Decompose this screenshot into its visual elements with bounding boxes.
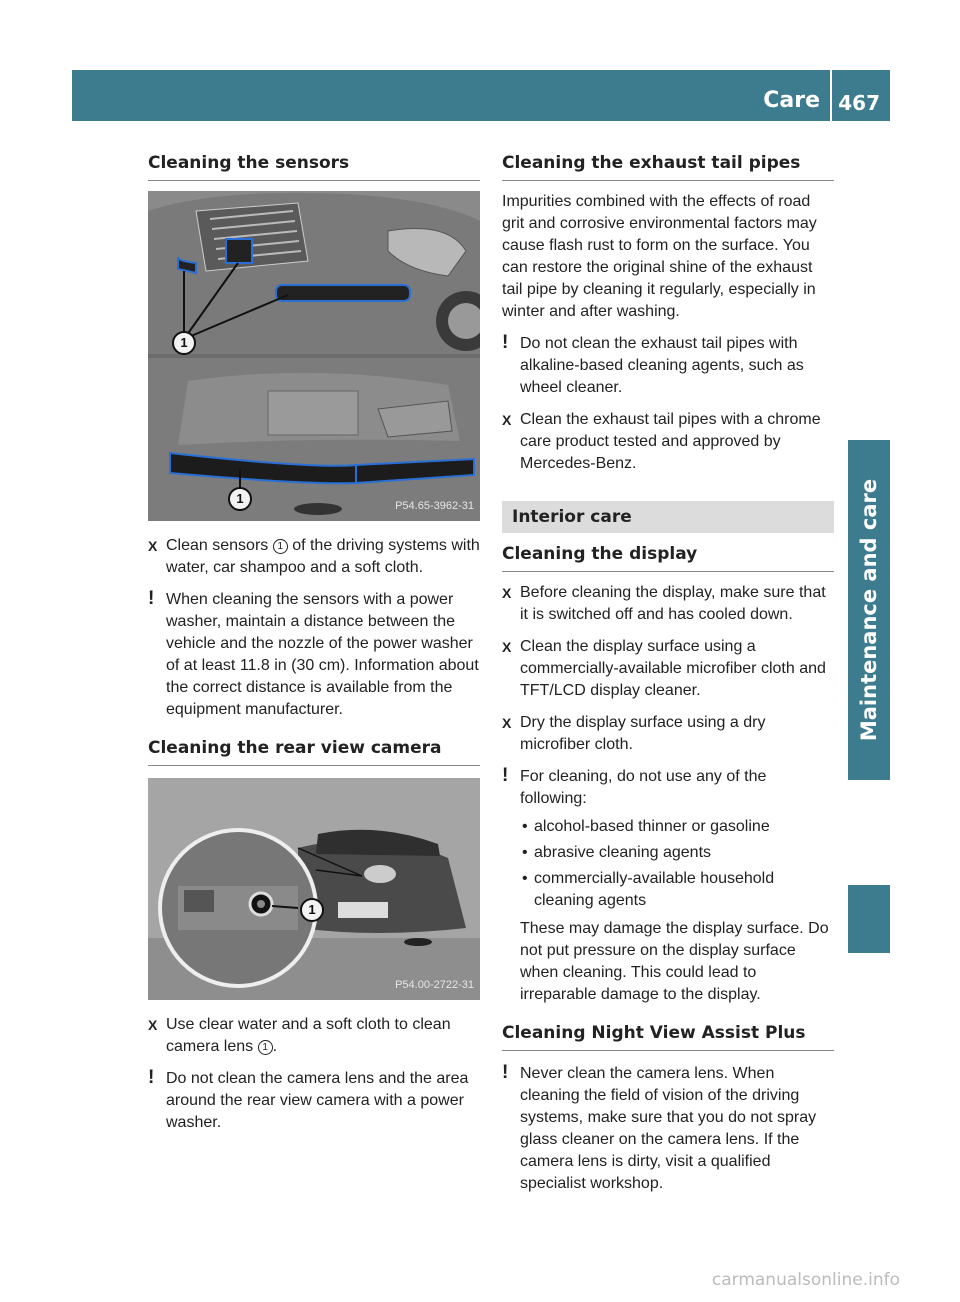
warning-icon: ! (148, 1067, 155, 1088)
step-clean-camera (148, 1014, 480, 1058)
callout-1-front: 1 (172, 331, 196, 355)
side-marker (848, 885, 890, 953)
step-exhaust: X Clean the exhaust tail pipes with a chrome care product tested and approved by Mercedes-Benz. (502, 409, 834, 475)
step-display-3: X Dry the display surface using a dry microfiber cloth. (502, 712, 834, 756)
note-power-washer-camera (148, 1068, 480, 1134)
left-column (148, 150, 480, 1144)
header-bar (72, 70, 890, 121)
list-item: • abrasive cleaning agents (520, 842, 834, 864)
inline-callout-1: 1 (258, 1040, 273, 1055)
figure-label-sensors: P54.65-3962-31 (395, 500, 474, 512)
note-exhaust (502, 333, 834, 399)
chapter-title: Care (763, 88, 820, 113)
step-text-pre: Clean sensors (166, 537, 269, 554)
callout-1-rear: 1 (228, 487, 252, 511)
heading-display: Cleaning the display (502, 541, 834, 572)
camera-illustration (148, 778, 480, 1000)
heading-cleaning-sensors: Cleaning the sensors (148, 150, 480, 181)
exhaust-intro: Impurities combined with the effects of road grit and corrosive environmental factors may cause flash rust to form on the surface. You can restore the original shine of the exhaust tail pipe by cleaning it regularly, especially in winter and after washing. (502, 193, 817, 320)
warning-icon: ! (502, 332, 509, 353)
inline-callout-1: 1 (273, 539, 288, 554)
step-text-post: . (272, 1038, 278, 1055)
note-text: Do not clean the camera lens and the area around the rear view camera with a power washer. (166, 1070, 469, 1131)
warning-icon: ! (148, 588, 155, 609)
warning-icon: ! (502, 1062, 509, 1083)
section-interior-care: Interior care (502, 501, 834, 533)
watermark: carmanualsonline.info (711, 1270, 900, 1290)
step-display-2: X Clean the display surface using a commercially-available microfiber cloth and TFT/LCD display cleaner. (502, 636, 834, 702)
warning-icon: ! (502, 765, 509, 786)
figure-label-camera: P54.00-2722-31 (395, 979, 474, 991)
side-tab (848, 440, 890, 780)
side-tab-label: Maintenance and care (857, 478, 881, 742)
display-note-outro: These may damage the display surface. Do not put pressure on the display surface when cleaning. This could lead to irreparable damage to the display. (520, 920, 829, 1003)
note-display (502, 766, 834, 810)
note-text: For cleaning, do not use any of the following: (520, 768, 767, 807)
note-text: Never clean the camera lens. When cleaning the field of vision of the driving systems, make sure that you do not spray glass cleaner on the camera lens. If the camera lens is dirty, visit a qualified specialist workshop. (520, 1065, 817, 1192)
note-text: When cleaning the sensors with a power washer, maintain a distance between the vehicle and the nozzle of the power washer of at least 11.8 in (30 cm). Information about the correct distance is available from the equipment manufacturer. (166, 591, 479, 718)
step-clean-sensors (148, 535, 480, 579)
callout-1-camera: 1 (300, 898, 324, 922)
note-night-view (502, 1063, 834, 1195)
right-column (502, 150, 834, 1205)
sensors-illustration (148, 191, 480, 521)
camera-figure (148, 778, 480, 1000)
display-bullet-list (502, 816, 834, 912)
list-item: • commercially-available household cleaning agents (520, 868, 834, 912)
heading-rear-view-camera: Cleaning the rear view camera (148, 735, 480, 766)
page-number: 467 (838, 91, 880, 115)
step-text-pre: Use clear water and a soft cloth to clean camera lens (166, 1016, 451, 1055)
heading-exhaust: Cleaning the exhaust tail pipes (502, 150, 834, 181)
step-text-post: of the driving systems with water, car shampoo and a soft cloth. (166, 537, 480, 576)
note-text: Do not clean the exhaust tail pipes with alkaline-based cleaning agents, such as wheel cleaner. (520, 335, 804, 396)
sensors-figure (148, 191, 480, 521)
step-display-1: X Before cleaning the display, make sure that it is switched off and has cooled down. (502, 582, 834, 626)
header-separator (830, 70, 832, 121)
heading-night-view: Cleaning Night View Assist Plus (502, 1020, 834, 1051)
list-item: • alcohol-based thinner or gasoline (520, 816, 834, 838)
note-power-washer-sensors (148, 589, 480, 721)
